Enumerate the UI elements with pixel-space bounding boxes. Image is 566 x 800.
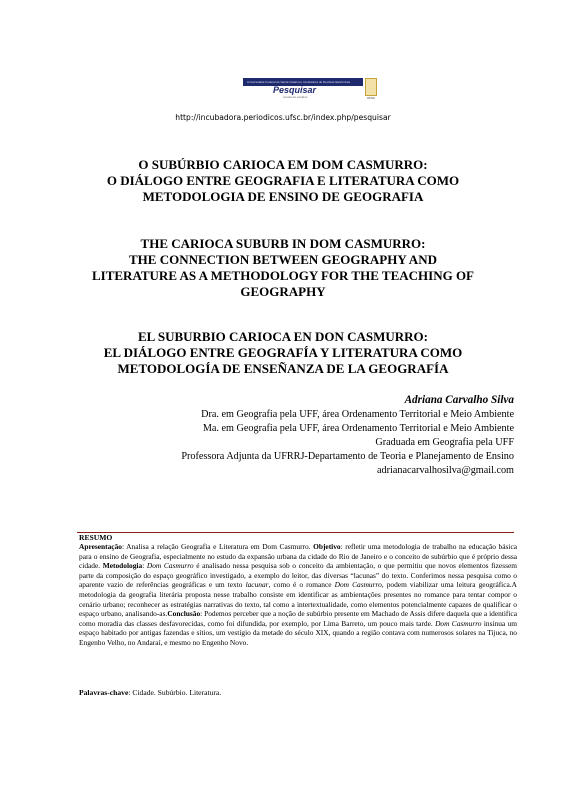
author-email[interactable]: adrianacarvalhosilva@gmail.com: [377, 465, 514, 476]
text-metodologia: :: [142, 561, 147, 571]
title-line: GEOGRAPHY: [240, 284, 326, 299]
resumo-heading: RESUMO: [79, 533, 113, 542]
title-line: THE CONNECTION BETWEEN GEOGRAPHY AND: [129, 252, 437, 267]
author-block: [181, 393, 514, 478]
text-objetivo: : refletir uma metodologia de trabalho na educação básica para o ensino de Geografia, especialmente no estudo da expansão urbana da cidade do Rio de Janeiro e o conceito de subúrbio que é próprio dessa cidade.: [79, 542, 517, 571]
title-portuguese: [0, 157, 566, 205]
title-line: EL DIÁLOGO ENTRE GEOGRAFÍA Y LITERATURA COMO: [103, 345, 463, 360]
label-apresentacao: Apresentação: [79, 542, 122, 551]
title-line: EL SUBURBIO CARIOCA EN DON CASMURRO:: [137, 329, 428, 344]
title-line: THE CARIOCA SUBURB IN DOM CASMURRO:: [140, 236, 426, 251]
title-line: LITERATURE AS A METHODOLOGY FOR THE TEACHING OF: [91, 268, 474, 283]
label-conclusao: Conclusão: [167, 609, 201, 619]
keywords-value: : Cidade. Subúrbio. Literatura.: [128, 688, 222, 697]
keywords-label: Palavras-chave: [79, 688, 129, 697]
journal-url[interactable]: http://incubadora.periodicos.ufsc.br/index.php/pesquisar: [175, 113, 391, 122]
affiliation: Professora Adjunta da UFRRJ-Departamento de Teoria e Planejamento de Ensino: [181, 451, 514, 462]
affiliation: Ma. em Geografia pela UFF, área Ordenamento Territorial e Meio Ambiente: [202, 423, 514, 434]
text-metodologia: , como é o romance: [268, 580, 335, 590]
italic-title: Dom Casmurro: [334, 580, 382, 590]
keywords: [79, 688, 221, 697]
italic-title: Dom Casmurro: [146, 561, 194, 571]
text-metodologia: é analisado nessa pesquisa sob o conceito da ambientação, o que permitiu que novos elementos fizessem parte da composição do espaço geográfico investigado, a exemplo do leitor, das diversas “lacunas” do texto. Conferimos nessa pesquisa como o aparente vazio de referências geográficas e um texto: [79, 561, 517, 590]
affiliation: Dra. em Geografia pela UFF, área Ordenamento Territorial e Meio Ambiente: [201, 409, 514, 420]
logo-wordmark: Pesquisar: [273, 85, 317, 95]
title-line: O DIÁLOGO ENTRE GEOGRAFIA E LITERATURA COMO: [106, 173, 460, 188]
label-metodologia: Metodologia: [102, 561, 143, 571]
text-metodologia: , podem viabilizar uma leitura geográfica.A metodologia da geografia literária proposta nesse trabalho consiste em identificar as ambientações presentes no romance para tentar compor o cenário urbano; reconhecer as estratégias narrativas do texto, tal como a intertextualidade, como elementos potencialmente capazes de qualificar o espaço urbano, analisando-as.: [79, 580, 517, 619]
title-english: [0, 236, 566, 300]
university-seal-icon: [365, 78, 377, 96]
author-name: Adriana Carvalho Silva: [404, 394, 514, 406]
logo-subtitle: revista de estudos: [283, 95, 308, 99]
logo-banner-text: Universidade Federal de Santa Catarina | Incubadora de Revistas Eletrônicas: [247, 80, 351, 84]
italic-term: lacunar: [245, 580, 269, 590]
journal-logo: [243, 78, 379, 100]
title-line: METODOLOGÍA DE ENSEÑANZA DE LA GEOGRAFÍA: [117, 361, 449, 376]
title-spanish: [0, 329, 566, 377]
italic-title: Dom Casmurro: [435, 618, 482, 628]
label-objetivo: Objetivo: [313, 542, 341, 551]
affiliation: Graduada em Geografia pela UFF: [375, 437, 514, 448]
resumo-rule: [77, 532, 514, 534]
text-apresentacao: : Analisa a relação Geografia e Literatura em Dom Casmurro.: [121, 542, 314, 551]
title-line: METODOLOGIA DE ENSINO DE GEOGRAFIA: [142, 189, 424, 204]
resumo-body: [79, 542, 517, 648]
text-conclusao: : Podemos perceber que a noção de subúrbio presente em Machado de Assis difere daquela que a identifica como moradia das classes desfavorecidas, como foi difundida, por exemplo, por Lima Barreto, um pouco mais tarde.: [79, 609, 517, 628]
title-line: O SUBÚRBIO CARIOCA EM DOM CASMURRO:: [138, 157, 428, 172]
seal-text: UFSC: [366, 96, 376, 100]
text-conclusao: insinua um espaço habitado por antigas fazendas e sítios, um vestígio da metade do século XIX, quando a região contava com numerosos solares na Tijuca, no Engenho Velho, no Andaraí, e mesmo no Engenho Novo.: [79, 618, 517, 647]
